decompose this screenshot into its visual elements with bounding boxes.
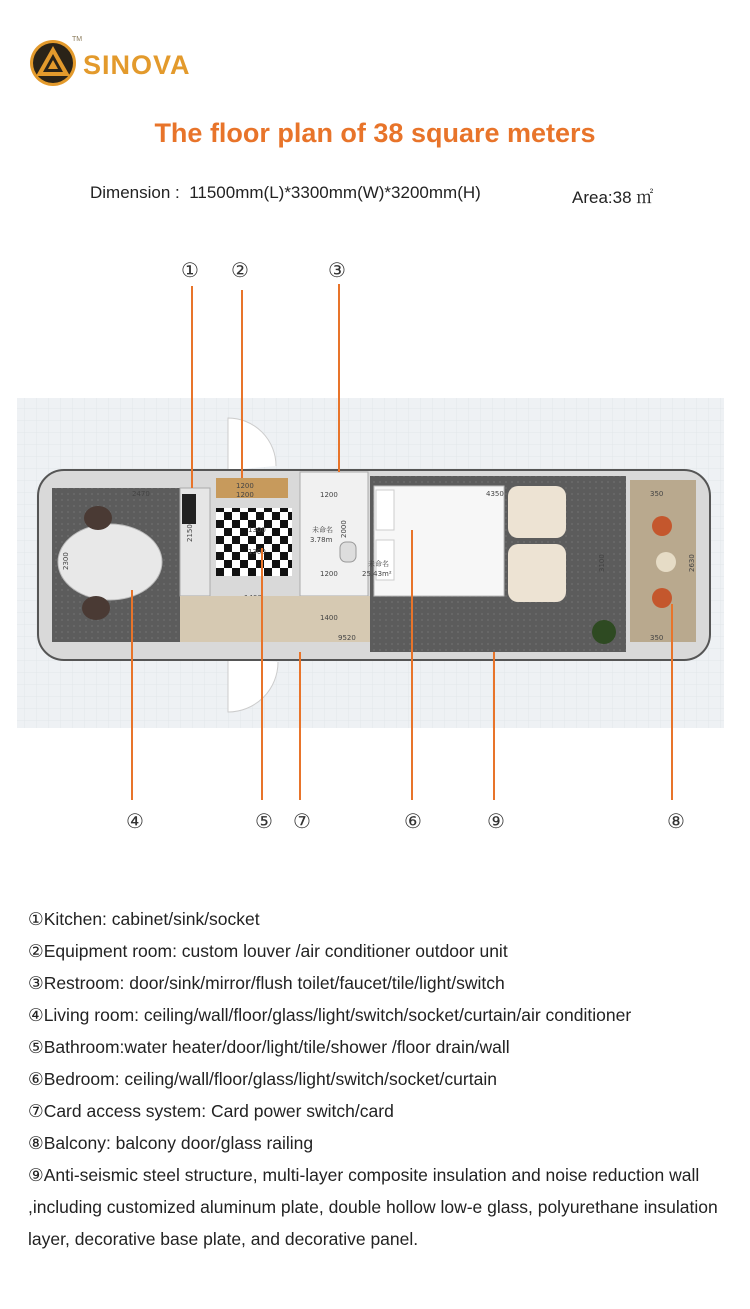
brand-name: SINOVA [83, 50, 191, 80]
marker-6: ⑥ [404, 809, 422, 833]
marker-2: ② [231, 258, 249, 282]
label-corridor: 1400 [320, 614, 338, 622]
bathroom [216, 508, 292, 576]
marker-8: ⑧ [667, 809, 685, 833]
sofa-bottom [508, 544, 566, 602]
legend-item-1: ①Kitchen: cabinet/sink/socket [28, 909, 260, 929]
marker-1: ① [181, 258, 199, 282]
label-living-w: 2470 [132, 490, 150, 498]
kitchen-counter [182, 494, 196, 524]
marker-7: ⑦ [293, 809, 311, 833]
label-bed-m: 25.43m² [362, 570, 392, 578]
dining-table [58, 524, 162, 600]
label-restroom-bottom: 1200 [320, 570, 338, 578]
label-balcony-h: 2630 [688, 554, 696, 572]
label-restroom-m: 3.78m [310, 536, 333, 544]
chair-top [84, 506, 112, 530]
label-bath-b: 1300 [248, 548, 266, 556]
chair-bottom [82, 596, 110, 620]
legend-item-7: ⑦Card access system: Card power switch/card [28, 1101, 394, 1121]
balcony-table [656, 552, 676, 572]
legend [28, 903, 728, 1255]
sofa-top [508, 486, 566, 538]
label-restroom-h: 2000 [340, 520, 348, 538]
label-equip-b: 1200 [236, 491, 254, 499]
sinova-logo [28, 38, 88, 88]
legend-item-9: ⑨Anti-seismic steel structure, multi-layer composite insulation and noise reduction wall ,including customized aluminum plate, double hollow low-e glass, polyurethane insulation layer, decorative base plate, and decorative panel. [28, 1165, 718, 1249]
floor-plan [0, 280, 750, 820]
label-equip-a: 1200 [236, 482, 254, 490]
label-bed-w: 4350 [486, 490, 504, 498]
legend-item-8: ⑧Balcony: balcony door/glass railing [28, 1133, 314, 1153]
dimension-text: Dimension : 11500mm(L)*3300mm(W)*3200mm(H) [90, 183, 481, 202]
marker-4: ④ [126, 809, 144, 833]
balcony-chair-top [652, 516, 672, 536]
page-title: The floor plan of 38 square meters [154, 118, 596, 148]
trademark: TM [72, 36, 83, 43]
label-restroom-top: 1200 [320, 491, 338, 499]
pillow-top [376, 490, 394, 530]
marker-9: ⑨ [487, 809, 505, 833]
legend-item-4: ④Living room: ceiling/wall/floor/glass/light/switch/socket/curtain/air conditioner [28, 1005, 632, 1025]
legend-item-2: ②Equipment room: custom louver /air conditioner outdoor unit [28, 941, 508, 961]
area-text: Area:38 ㎡ [572, 188, 654, 207]
label-kitchen: 2150 [186, 524, 194, 542]
label-bed-h: 3100 [598, 554, 606, 572]
balcony-chair-bottom [652, 588, 672, 608]
label-bath-a: 1300 [248, 526, 266, 534]
legend-item-6: ⑥Bedroom: ceiling/wall/floor/glass/light/switch/socket/curtain [28, 1069, 497, 1089]
label-total: 9520 [338, 634, 356, 642]
marker-3: ③ [328, 258, 346, 282]
plant [592, 620, 616, 644]
label-balcony-bottom: 350 [650, 634, 664, 642]
label-restroom-area: 未命名 [312, 526, 333, 534]
label-bed-area: 未命名 [368, 560, 389, 568]
legend-item-5: ⑤Bathroom:water heater/door/light/tile/shower /floor drain/wall [28, 1037, 510, 1057]
label-balcony-top: 350 [650, 490, 664, 498]
label-living-h: 2300 [62, 552, 70, 570]
marker-5: ⑤ [255, 809, 273, 833]
toilet [340, 542, 356, 562]
legend-item-3: ③Restroom: door/sink/mirror/flush toilet/faucet/tile/light/switch [28, 973, 505, 993]
